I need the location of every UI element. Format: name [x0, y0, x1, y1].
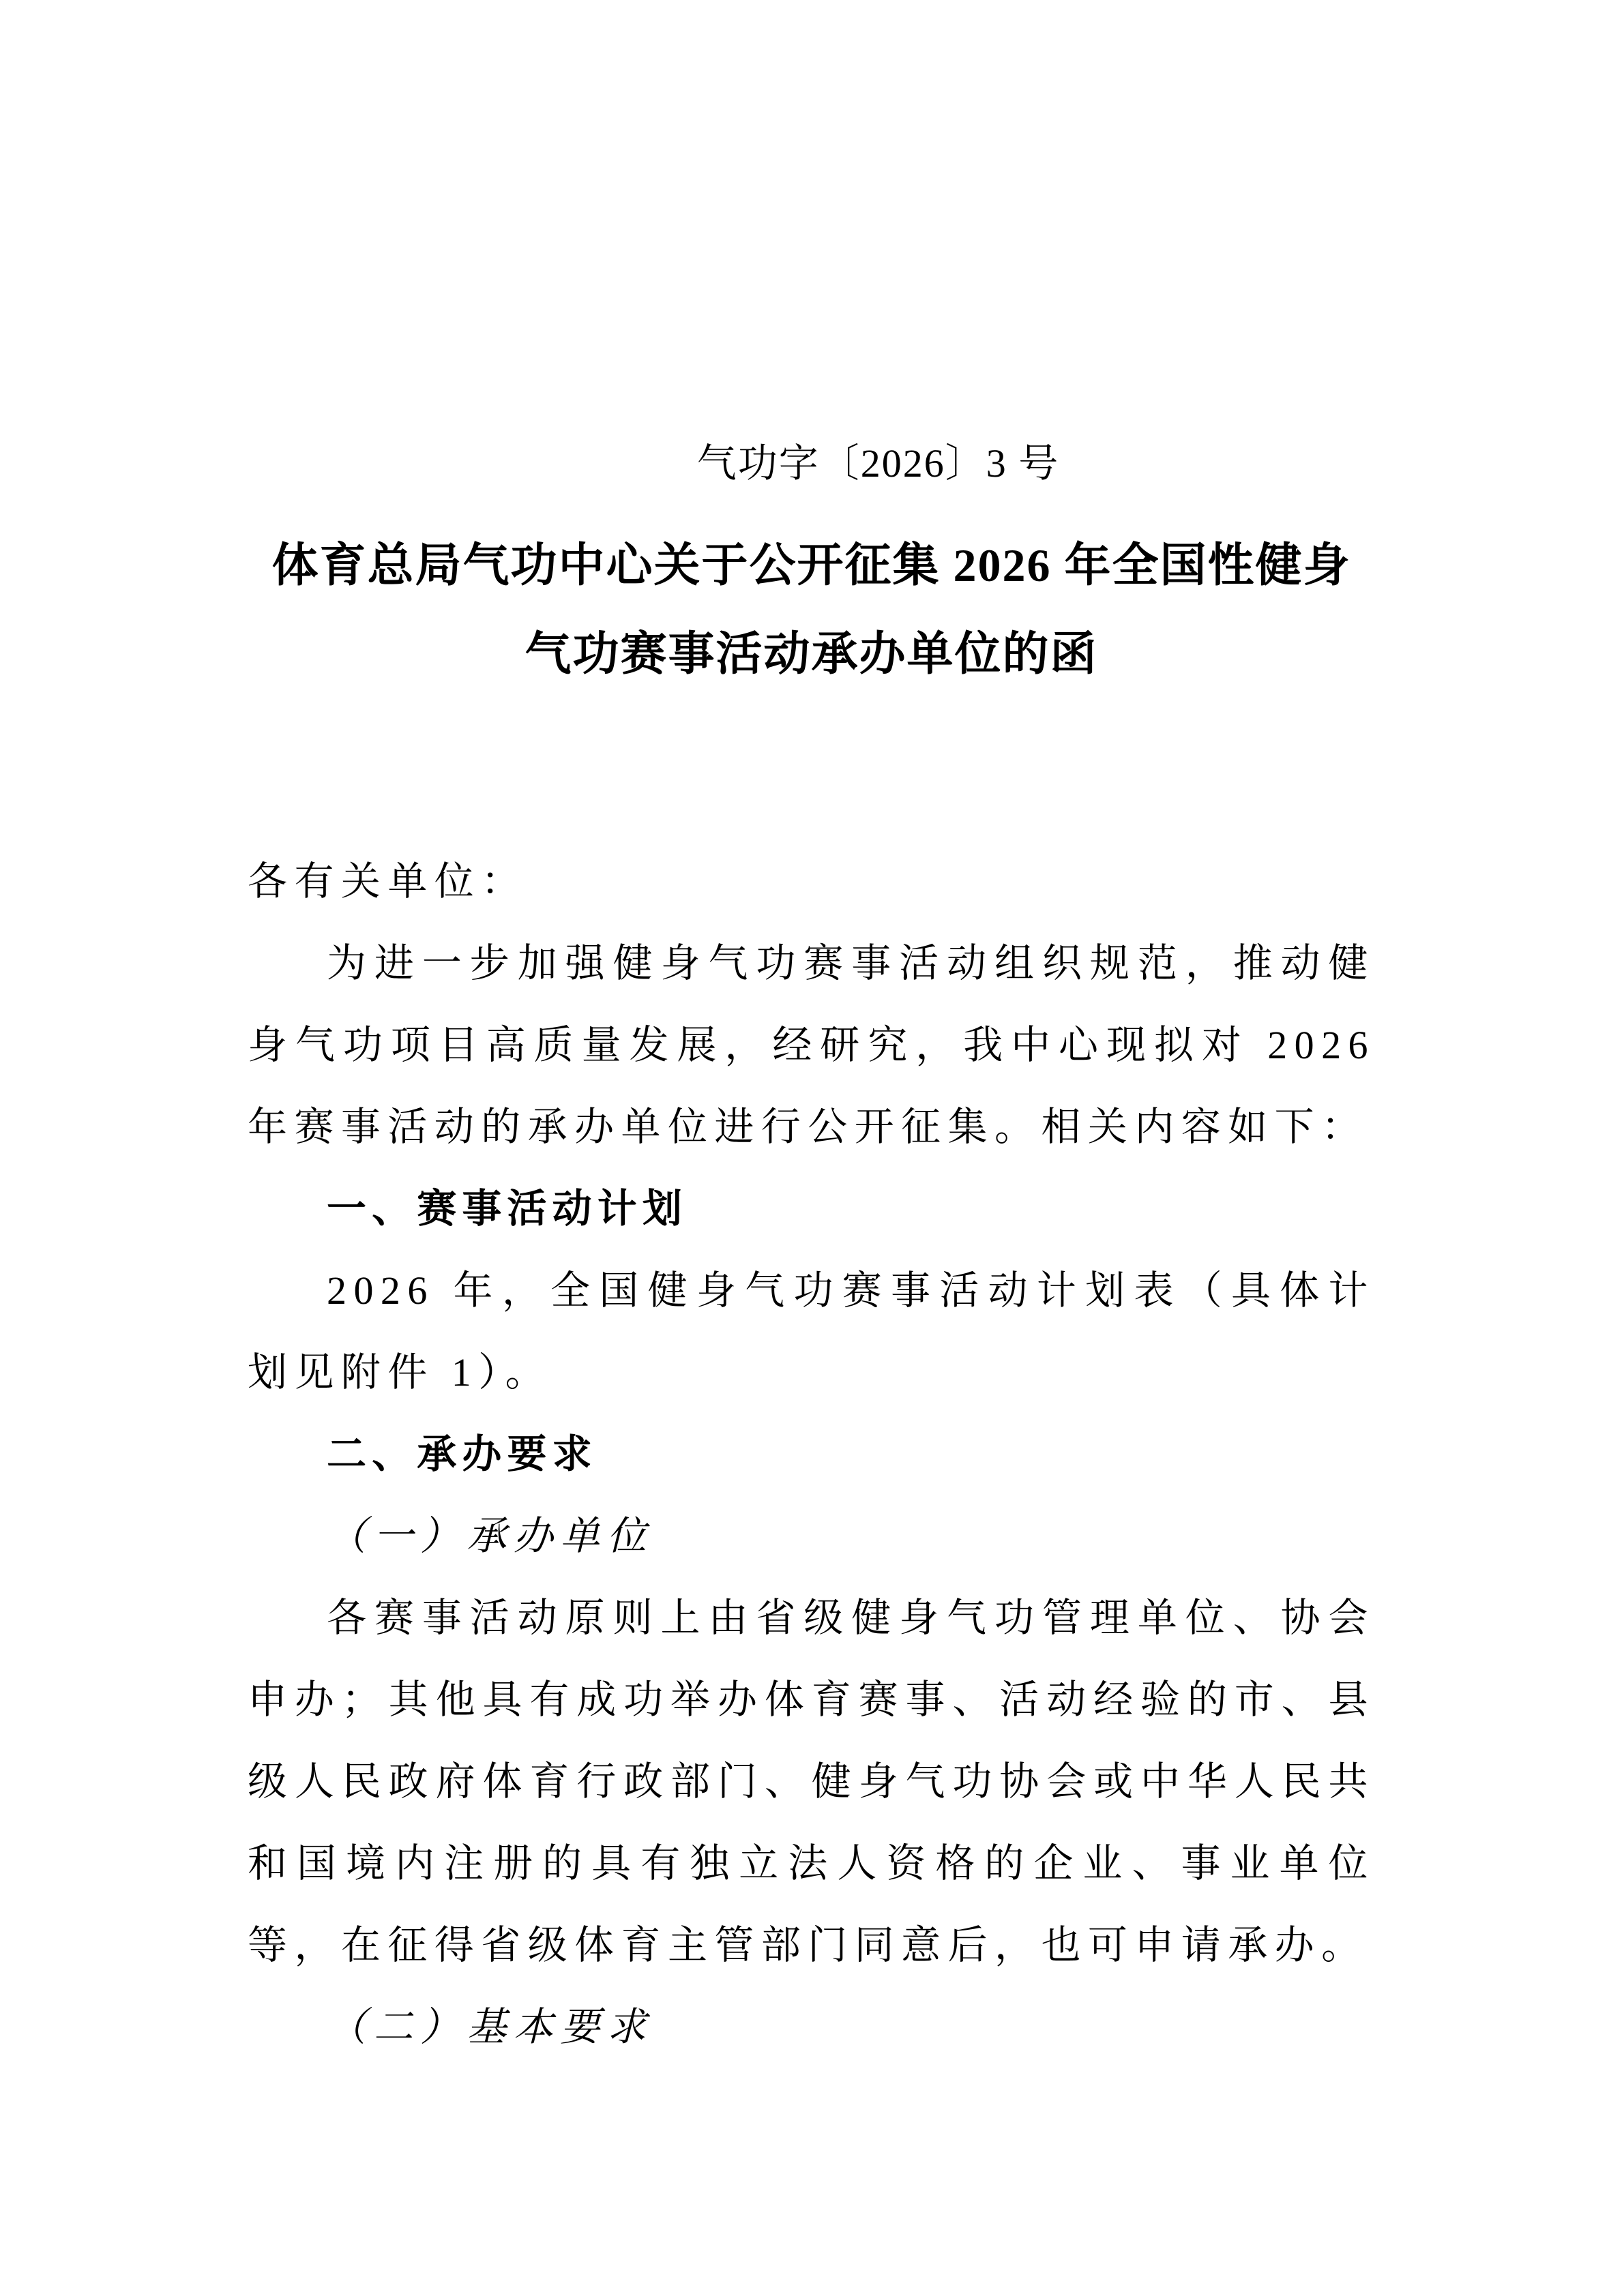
salutation: 各有关单位：: [248, 859, 528, 904]
intro-paragraph: 为进一步加强健身气功赛事活动组织规范，推动健身气功项目高质量发展，经研究，我中心现拟对 2026 年赛事活动的承办单位进行公开征集。相关内容如下：: [248, 941, 1375, 1149]
document-title: [248, 521, 1375, 698]
section-heading-1: 一、赛事活动计划: [327, 1187, 688, 1231]
section-heading-2: 二、承办要求: [327, 1432, 597, 1476]
host-unit-paragraph: 各赛事活动原则上由省级健身气功管理单位、协会申办；其他具有成功举办体育赛事、活动经验的市、县级人民政府体育行政部门、健身气功协会或中华人民共和国境内注册的具有独立法人资格的企业、事业单位等，在征得省级体育主管部门同意后，也可申请承办。: [248, 1596, 1375, 1967]
subsection-heading-2-2: （二）基本要求: [327, 2005, 654, 2049]
document-body: [248, 841, 1375, 2068]
title-line-2: 气功赛事活动承办单位的函: [525, 628, 1098, 680]
doc-number: 气功字〔2026〕3 号: [696, 441, 1060, 486]
title-line-1: 体育总局气功中心关于公开征集 2026 年全国性健身: [271, 539, 1351, 591]
plan-paragraph: 2026 年，全国健身气功赛事活动计划表（具体计划见附件 1）。: [248, 1268, 1375, 1395]
subsection-heading-2-1: （一）承办单位: [327, 1514, 654, 1558]
